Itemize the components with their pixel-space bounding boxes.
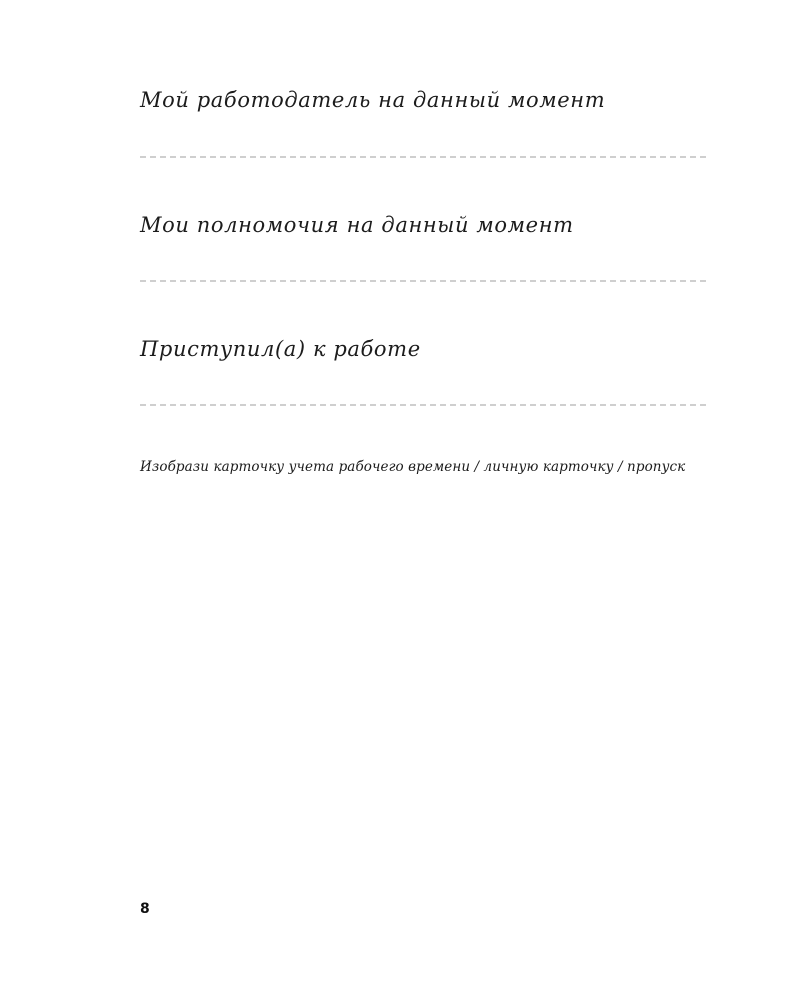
drawing-instruction: Изобрази карточку учета рабочего времени / личную карточку / пропуск (140, 459, 686, 475)
page-number: 8 (140, 901, 150, 917)
start-date-label: Приступил(а) к работе (140, 337, 421, 361)
start-date-answer-line[interactable] (140, 404, 706, 406)
employer-answer-line[interactable] (140, 156, 706, 158)
employer-label: Мой работодатель на данный момент (140, 88, 606, 112)
responsibilities-label: Мои полномочия на данный момент (140, 213, 574, 237)
responsibilities-answer-line[interactable] (140, 280, 706, 282)
drawing-area[interactable] (140, 495, 706, 875)
